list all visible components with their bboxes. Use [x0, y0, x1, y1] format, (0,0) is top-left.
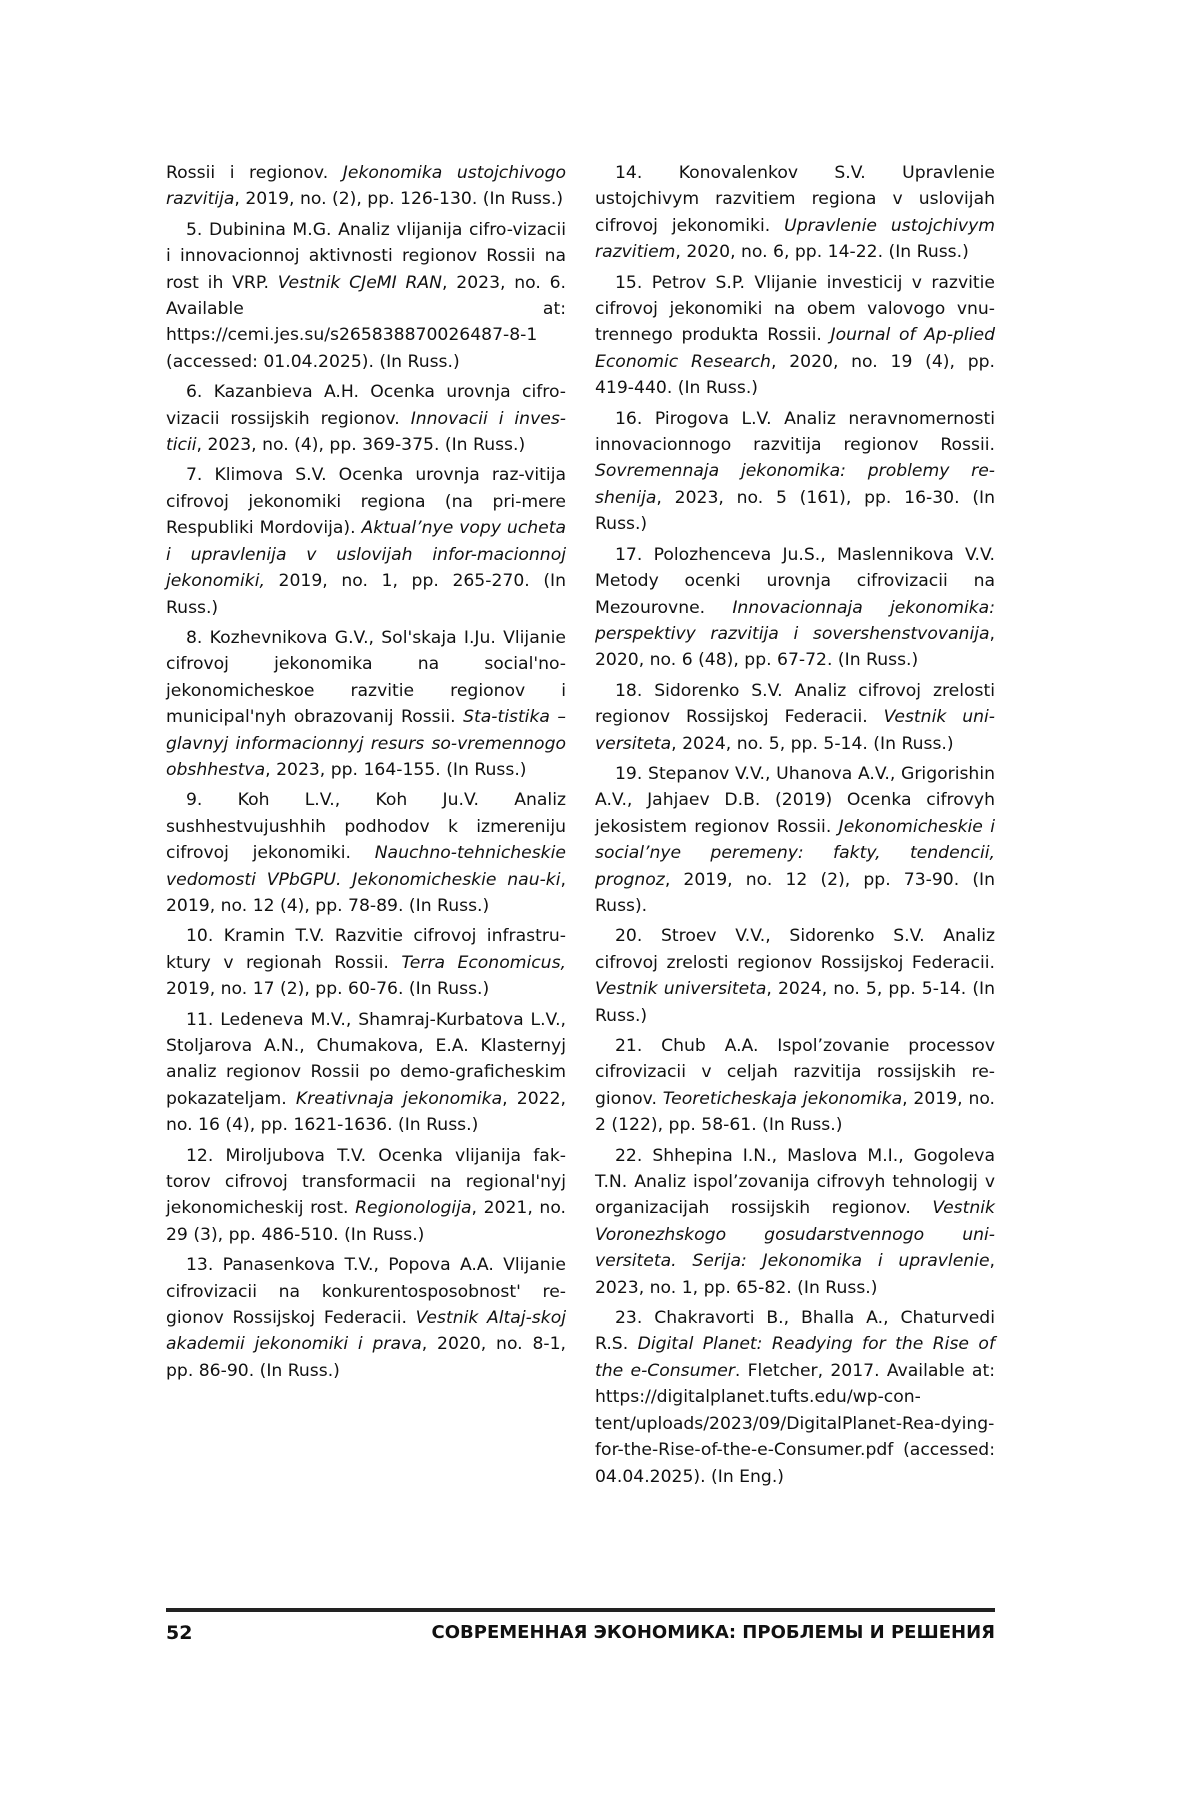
reference-source: Aktual’nye vopy ucheta i upravlenija v uslovijah infor-macionnoj jekonomiki,	[166, 518, 566, 591]
reference-source: Jekonomika ustojchivogo razvitija	[166, 163, 566, 209]
reference-entry	[166, 625, 566, 783]
reference-source: Sovremennaja jekonomika: problemy re-shenija	[595, 461, 995, 507]
reference-text: 6. Kazanbieva A.H. Ocenka urovnja cifro-vizacii rossijskih regionov.	[166, 382, 566, 428]
reference-source: Jekonomicheskie i social’nye peremeny: fakty, tendencii, prognoz	[595, 817, 995, 890]
reference-text: , 2019, no. 2 (122), pp. 58-61. (In Russ.)	[595, 1089, 995, 1135]
reference-source: Vestnik universiteta	[595, 979, 766, 999]
reference-text: , 2023, pp. 164-155. (In Russ.)	[265, 760, 526, 780]
reference-entry	[595, 1143, 995, 1301]
reference-text: 18. Sidorenko S.V. Analiz cifrovoj zrelosti regionov Rossijskoj Federacii.	[595, 681, 995, 727]
left-reference-column	[166, 160, 566, 1388]
reference-source: Vestnik uni-versiteta	[595, 707, 995, 753]
reference-text: , 2019, no. 12 (2), pp. 73-90. (In Russ).	[595, 870, 995, 916]
reference-entry	[166, 923, 566, 1002]
reference-source: Teoreticheskaja jekonomika	[663, 1089, 902, 1109]
reference-text: , 2020, no. 8-1, pp. 86-90. (In Russ.)	[166, 1334, 566, 1380]
reference-text: , 2023, no. 5 (161), pp. 16-30. (In Russ.)	[595, 488, 995, 534]
reference-text: 22. Shhepina I.N., Maslova M.I., Gogoleva T.N. Analiz ispol’zovanija cifrovyh tehnologij v organizacijah rossijskih regionov.	[595, 1146, 995, 1219]
reference-text: 19. Stepanov V.V., Uhanova A.V., Grigorishin A.V., Jahjaev D.B. (2019) Ocenka cifrovyh jekosistem regionov Rossii.	[595, 764, 995, 837]
reference-source: Innovacionnaja jekonomika: perspektivy razvitija i sovershenstvovanija	[595, 598, 995, 644]
journal-title: СОВРЕМЕННАЯ ЭКОНОМИКА: ПРОБЛЕМЫ И РЕШЕНИЯ	[432, 1622, 995, 1643]
reference-text: , 2021, no. 29 (3), pp. 486-510. (In Russ.)	[166, 1198, 566, 1244]
reference-entry	[595, 160, 995, 266]
right-reference-column	[595, 160, 995, 1494]
reference-entry	[595, 761, 995, 919]
reference-text: 10. Kramin T.V. Razvitie cifrovoj infrastru-ktury v regionah Rossii.	[166, 926, 566, 972]
reference-entry	[595, 678, 995, 757]
reference-text: , 2024, no. 5, pp. 5-14. (In Russ.)	[595, 979, 995, 1025]
reference-entry	[595, 923, 995, 1029]
reference-entry	[595, 1305, 995, 1490]
reference-source: Nauchno-tehnicheskie vedomosti VPbGPU. Jekonomicheskie nau-ki	[166, 843, 566, 889]
reference-text: , 2022, no. 16 (4), pp. 1621-1636. (In Russ.)	[166, 1089, 566, 1135]
reference-source: Vestnik Voronezhskogo gosudarstvennogo uni-versiteta. Serija: Jekonomika i upravlenie	[595, 1198, 995, 1271]
reference-text: 12. Miroljubova T.V. Ocenka vlijanija fak-torov cifrovoj transformacii na regional'nyj jekonomicheskij rost.	[166, 1146, 566, 1219]
reference-entry	[166, 462, 566, 620]
reference-source: Upravlenie ustojchivym razvitiem	[595, 216, 995, 262]
reference-text: , 2023, no. 1, pp. 65-82. (In Russ.)	[595, 1251, 995, 1297]
reference-source: Terra Economicus,	[401, 953, 566, 973]
reference-text: Rossii i regionov.	[166, 163, 343, 183]
reference-entry	[166, 160, 566, 213]
reference-text: 11. Ledeneva M.V., Shamraj-Kurbatova L.V., Stoljarova A.N., Chumakova, E.A. Klasternyj analiz regionov Rossii po demo-graficheskim pokazateljam.	[166, 1010, 566, 1109]
reference-text: , 2020, no. 6, pp. 14-22. (In Russ.)	[675, 242, 968, 262]
reference-text: 5. Dubinina M.G. Analiz vlijanija cifro-vizacii i innovacionnoj aktivnosti regionov Rossii na rost ih VRP.	[166, 220, 566, 293]
reference-text: 14. Konovalenkov S.V. Upravlenie ustojchivym razvitiem regiona v uslovijah cifrovoj jekonomiki.	[595, 163, 995, 236]
reference-text: , 2019, no. 12 (4), pp. 78-89. (In Russ.)	[166, 870, 566, 916]
reference-text: . Fletcher, 2017. Available at: https://digitalplanet.tufts.edu/wp-con-tent/uploads/2023/09/DigitalPlanet-Rea-dying-for-the-Rise-of-the-e-Consumer.pdf (accessed: 04.04.2025). (In Eng.)	[595, 1361, 995, 1487]
reference-text: 8. Kozhevnikova G.V., Sol'skaja I.Ju. Vlijanie cifrovoj jekonomika na social'no-jekonomicheskoe razvitie regionov i municipal'nyh obrazovanij Rossii.	[166, 628, 566, 727]
reference-text: , 2019, no. (2), pp. 126-130. (In Russ.)	[234, 189, 563, 209]
reference-text: , 2024, no. 5, pp. 5-14. (In Russ.)	[671, 734, 953, 754]
reference-source: Regionologija	[355, 1198, 471, 1218]
page-number: 52	[166, 1622, 192, 1644]
reference-text: 16. Pirogova L.V. Analiz neravnomernosti innovacionnogo razvitija regionov Rossii.	[595, 409, 995, 455]
reference-entry	[166, 217, 566, 375]
reference-text: , 2023, no. 6. Available at: https://cemi.jes.su/s265838870026487-8-1 (accessed: 01.04.2025). (In Russ.)	[166, 273, 566, 372]
reference-source: Journal of Ap-plied Economic Research	[595, 325, 995, 371]
reference-source: Digital Planet: Readying for the Rise of the e-Consumer	[595, 1334, 995, 1380]
reference-entry	[166, 1252, 566, 1384]
reference-entry	[166, 1007, 566, 1139]
reference-text: , 2023, no. (4), pp. 369-375. (In Russ.)	[197, 435, 526, 455]
reference-text: 17. Polozhenceva Ju.S., Maslennikova V.V. Metody ocenki urovnja cifrovizacii na Mezourovne.	[595, 545, 995, 618]
reference-entry	[595, 542, 995, 674]
reference-source: Sta-tistika – glavnyj informacionnyj resurs so-vremennogo obshhestva	[166, 707, 566, 780]
reference-text: 9. Koh L.V., Koh Ju.V. Analiz sushhestvujushhih podhodov k izmereniju cifrovoj jekonomiki.	[166, 790, 566, 863]
reference-entry	[595, 270, 995, 402]
reference-text: 23. Chakravorti B., Bhalla A., Chaturvedi R.S.	[595, 1308, 995, 1354]
reference-entry	[595, 1033, 995, 1139]
reference-source: Innovacii i inves-ticii	[166, 409, 566, 455]
reference-entry	[166, 787, 566, 919]
reference-entry	[595, 406, 995, 538]
reference-text: 15. Petrov S.P. Vlijanie investicij v razvitie cifrovoj jekonomiki na obem valovogo vnu-trennego produkta Rossii.	[595, 273, 995, 346]
reference-source: Vestnik CJeMI RAN	[278, 273, 442, 293]
reference-text: 20. Stroev V.V., Sidorenko S.V. Analiz cifrovoj zrelosti regionov Rossijskoj Federacii.	[595, 926, 995, 972]
reference-text: 2019, no. 17 (2), pp. 60-76. (In Russ.)	[166, 979, 489, 999]
reference-text: , 2020, no. 6 (48), pp. 67-72. (In Russ.)	[595, 624, 995, 670]
reference-source: Vestnik Altaj-skoj akademii jekonomiki i prava	[166, 1308, 566, 1354]
reference-text: 13. Panasenkova T.V., Popova A.A. Vlijanie cifrovizacii na konkurentosposobnost' re-gionov Rossijskoj Federacii.	[166, 1255, 566, 1328]
footer-rule	[166, 1608, 995, 1612]
reference-entry	[166, 1143, 566, 1249]
reference-source: Kreativnaja jekonomika	[296, 1089, 502, 1109]
reference-text: 7. Klimova S.V. Ocenka urovnja raz-vitija cifrovoj jekonomiki regiona (na pri-mere Respubliki Mordovija).	[166, 465, 566, 538]
reference-text: 21. Chub A.A. Ispol’zovanie processov cifrovizacii v celjah razvitija rossijskih re-gionov.	[595, 1036, 995, 1109]
reference-entry	[166, 379, 566, 458]
reference-text: 2019, no. 1, pp. 265-270. (In Russ.)	[166, 571, 566, 617]
reference-text: , 2020, no. 19 (4), pp. 419-440. (In Russ.)	[595, 352, 995, 398]
